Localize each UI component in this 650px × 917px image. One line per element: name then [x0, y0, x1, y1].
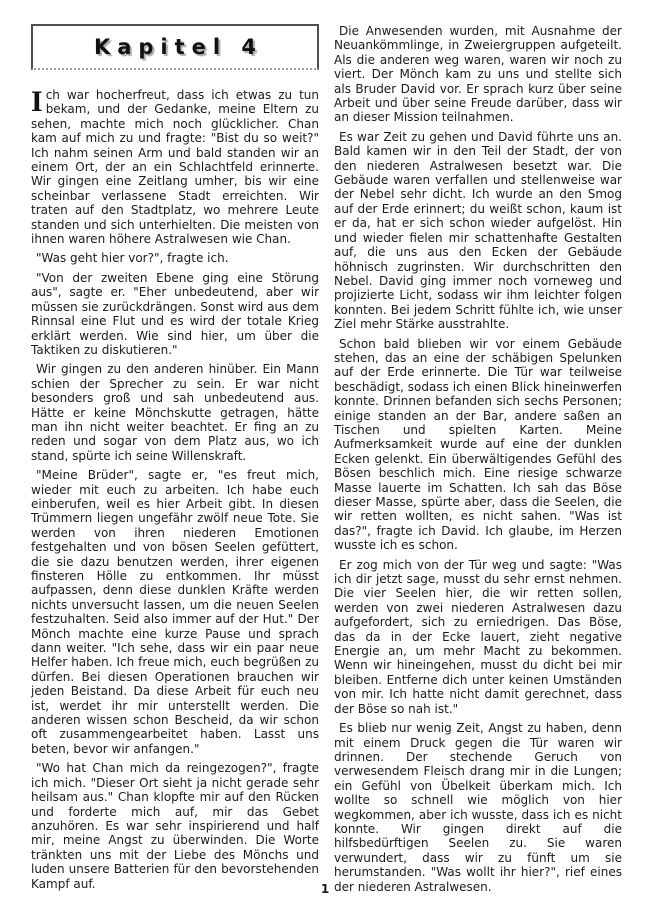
- paragraph-with-dropcap: [31, 85, 319, 247]
- left-column-paragraphs: [31, 251, 319, 890]
- chapter-title: Kapitel 4: [93, 34, 264, 59]
- right-column: [334, 24, 622, 899]
- paragraph-text: ch war hocherfreut, dass ich etwas zu tun bekam, und der Gedanke, meine Eltern zu sehen, machte mich noch glücklicher. Chan kam auf mich zu und fragte: "Bist du so weit?" Ich nahm seinen Arm und bald standen wir an einem Ort, der an ein Schlachtfeld erinnerte. Wir gingen eine Zeitlang umher, bis wir eine scheinbar verlassene Stadt erreichten. Wir traten auf den Stadtplatz, wo mehrere Leute standen und sich unterhielten. Die meisten von ihnen waren höhere Astralwesen wie Chan.: [31, 88, 319, 247]
- paragraph: "Was geht hier vor?", fragte ich.: [36, 251, 229, 266]
- drop-cap: I: [31, 85, 43, 118]
- left-column: [31, 24, 319, 896]
- paragraph: Er zog mich von der Tür weg und sagte: "Was ich dir jetzt sage, musst du sehr ernst nehmen. Die vier Seelen hier, die wir retten sollen, werden von zwei niederen Astralwesen dazu aufgefordert, sich zu erniedrigen. Das Böse, das da in der Ecke lauert, zieht negative Energie an, um mehr Macht zu bekommen. Wenn wir hineingehen, musst du dicht bei mir bleiben. Entferne dich unter keinen Umständen von mir. Ich hatte nicht damit gerechnet, dass der Böse so nah ist.": [334, 557, 622, 716]
- paragraph: Schon bald blieben wir vor einem Gebäude stehen, das an eine der schäbigen Spelunken auf der Erde erinnerte. Die Tür war teilweise beschädigt, sodass ich einen Blick hineinwerfen konnte. Drinnen befanden sich sechs Personen; einige standen an der Bar, andere saßen an Tischen und spielten Karten. Meine Aufmerksamkeit wurde auf eine der dunklen Ecken gelenkt. Ein überwältigendes Gefühl des Bösen beschlich mich. Eine riesige schwarze Masse lauerte im Schatten. Ich sah das Böse dieser Masse, spürte aber, dass die Seelen, die wir retten wollten, es nicht sahen. "Was ist das?", fragte ich David. Ich glaube, im Herzen wusste ich es schon.: [334, 336, 622, 553]
- paragraph: Die Anwesenden wurden, mit Ausnahme der Neuankömmlinge, in Zweiergruppen aufgeteilt. Als die anderen weg waren, waren wir noch zu viert. Der Mönch kam zu uns und stellte sich als Bruder David vor. Er sprach kurz über seine Arbeit und über seine Freude darüber, dass wir an dieser Mission teilnahmen.: [334, 24, 622, 125]
- paragraph: "Von der zweiten Ebene ging eine Störung aus", sagte er. "Eher unbedeutend, aber wir müssen sie zurückdrängen. Sonst wird aus dem Rinnsal eine Flut und es wird der totale Krieg erklärt werden. Wie sind hier, um über die Taktiken zu diskutieren.": [31, 270, 319, 357]
- chapter-heading-box: [31, 24, 319, 70]
- paragraph: Wir gingen zu den anderen hinüber. Ein Mann schien der Sprecher zu sein. Er war nicht besonders groß und sah unbedeutend aus. Hätte er keine Mönchskutte getragen, hätte man ihn nicht weiter beachtet. Er fing an zu reden und sogar von dem Platz aus, wo ich stand, spürte ich seine Willenskraft.: [31, 362, 319, 463]
- page-number: 1: [320, 882, 330, 896]
- paragraph: "Wo hat Chan mich da reingezogen?", fragte ich mich. "Dieser Ort sieht ja nicht gerade sehr heilsam aus." Chan klopfte mir auf den Rücken und forderte mich auf, mir das Gebet anzuhören. Es war sehr inspirierend und half mir, meine Angst zu überwinden. Die Worte tränkten uns mit der Liebe des Mönchs und luden unsere Batterien für den bevorstehenden Kampf auf.: [31, 761, 319, 891]
- paragraph: Es blieb nur wenig Zeit, Angst zu haben, denn mit einem Druck gegen die Tür waren wir drinnen. Der stechende Geruch von verwesendem Fleisch drang mir in die Lungen; ein Gefühl von Übelkeit überkam mich. Ich wollte so schnell wie möglich von hier wegkommen, aber ich wusste, dass ich es nicht konnte. Wir gingen direkt auf die hilfsbedürftigen Seelen zu. Sie waren verwundert, dass wir zu fünft um sie herumstanden. "Was wollt ihr hier?", rief eines der niederen Astralwesen.: [334, 721, 622, 894]
- two-column-layout: [31, 24, 622, 899]
- paragraph: "Meine Brüder", sagte er, "es freut mich, wieder mit euch zu arbeiten. Ich habe euch einberufen, weil es hier Arbeit gibt. In diesen Trümmern liegen ungefähr zwölf neue Tote. Sie werden von ihren niederen Emotionen festgehalten und von bösen Seelen gefüttert, die sie dazu benutzen werden, ihrer eigenen finsteren Hölle zu entkommen. Ihr müsst aufpassen, denn diese dunklen Kräfte werden nichts unversucht lassen, um die neuen Seelen festzuhalten. Seid also immer auf der Hut." Der Mönch machte eine kurze Pause und sprach dann weiter. "Ich sehe, dass wir ein paar neue Helfer haben. Ich freue mich, euch begrüßen zu dürfen. Bei diesen Operationen brauchen wir jeden Beistand. Da diese Arbeit für euch neu ist, werdet ihr mir unterstellt werden. Die anderen wissen schon Bescheid, da wir schon oft zusammengearbeitet haben. Lasst uns beten, bevor wir anfangen.": [31, 468, 319, 756]
- paragraph: Es war Zeit zu gehen und David führte uns an. Bald kamen wir in den Teil der Stadt, der von den niederen Astralwesen besetzt war. Die Gebäude waren verfallen und stellenweise war der Nebel sehr dicht. Ich wurde an den Smog auf der Erde erinnert; du weißt schon, kaum ist er da, hat er sich schon wieder aufgelöst. Hin und wieder fielen mir schattenhafte Gestalten auf, die uns aus den Ecken der Gebäude höhnisch zugrinsten. Wir durchschritten den Nebel. David ging immer noch vorneweg und projizierte Licht, sodass wir ihm leichter folgen konnten. Bei jedem Schritt fühlte ich, wie unser Ziel mehr Stärke ausstrahlte.: [334, 129, 622, 332]
- right-column-paragraphs: [334, 24, 622, 894]
